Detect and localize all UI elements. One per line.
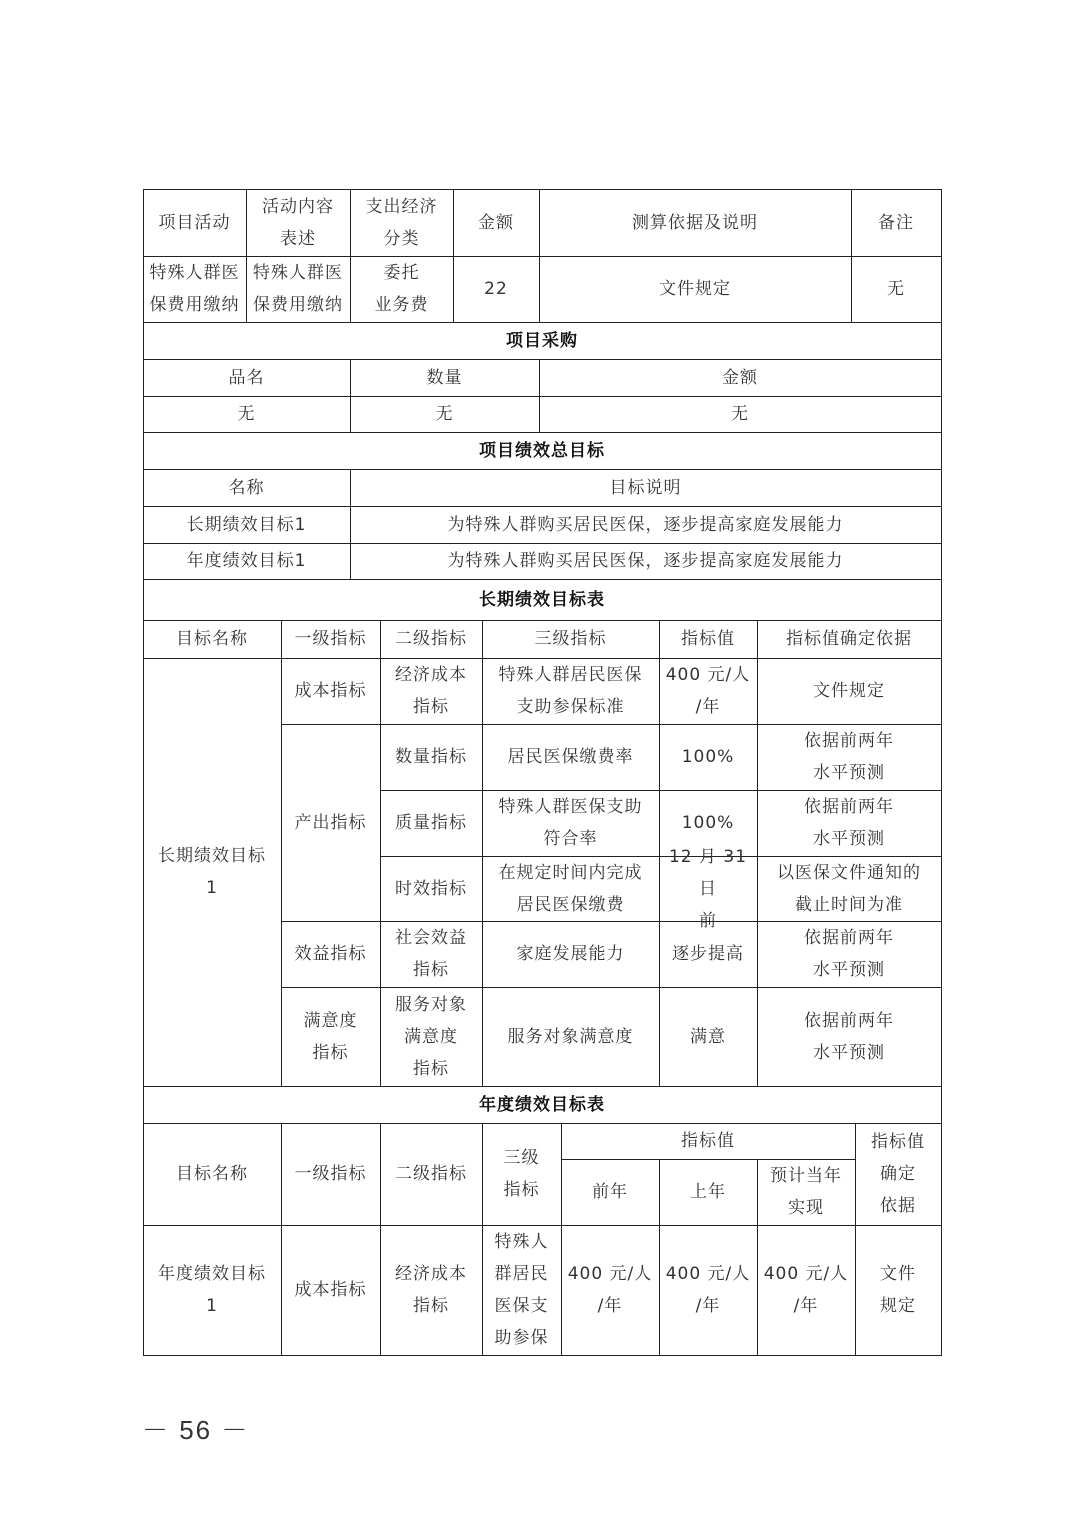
an-expected-cell: 400 元/人 /年: [757, 1225, 856, 1356]
lt-basis-cell: 依据前两年 水平预测: [757, 987, 942, 1087]
lt-header-level3: 三级指标: [482, 620, 660, 659]
an-prev2-cell: 400 元/人 /年: [561, 1225, 660, 1356]
goal-description-cell: 为特殊人群购买居民医保，逐步提高家庭发展能力: [350, 506, 942, 544]
an-basis-cell: 文件 规定: [855, 1225, 942, 1356]
procurement-quantity-cell: 无: [350, 396, 540, 433]
lt-level3-cell: 特殊人群居民医保 支助参保标准: [482, 658, 660, 725]
procurement-header-quantity: 数量: [350, 359, 540, 397]
lt-level1-satisfaction: 满意度 指标: [281, 987, 381, 1087]
expense-class-cell: 委托 业务费: [350, 256, 454, 323]
lt-header-level2: 二级指标: [380, 620, 483, 659]
procurement-header-name: 品名: [143, 359, 351, 397]
header-content: 活动内容 表述: [246, 189, 351, 257]
an-header-level3: 三级 指标: [482, 1123, 562, 1226]
remark-cell: 无: [851, 256, 942, 323]
lt-level3-cell: 特殊人群医保支助 符合率: [482, 790, 660, 857]
an-prev1-cell: 400 元/人 /年: [659, 1225, 758, 1356]
an-header-expected: 预计当年 实现: [757, 1159, 856, 1226]
goals-header-name: 名称: [143, 469, 351, 507]
activity-cell: 特殊人群医 保费用缴纳: [143, 256, 247, 323]
goals-header-description: 目标说明: [350, 469, 942, 507]
an-level3-cell: 特殊人 群居民 医保支 助参保: [482, 1225, 562, 1356]
lt-value-cell: 12 月 31 日 前: [659, 856, 758, 922]
basis-cell: 文件规定: [539, 256, 852, 323]
an-goal-name-cell: 年度绩效目标 1: [143, 1225, 282, 1356]
lt-header-basis: 指标值确定依据: [757, 620, 942, 659]
an-header-goal-name: 目标名称: [143, 1123, 282, 1226]
lt-level3-cell: 家庭发展能力: [482, 921, 660, 988]
an-header-value-group: 指标值: [561, 1123, 856, 1160]
long-term-title: 长期绩效目标表: [143, 579, 942, 621]
lt-level3-cell: 服务对象满意度: [482, 987, 660, 1087]
an-level1-cell: 成本指标: [281, 1225, 381, 1356]
lt-header-goal-name: 目标名称: [143, 620, 282, 659]
lt-level3-cell: 居民医保缴费率: [482, 724, 660, 791]
an-header-basis: 指标值 确定 依据: [855, 1123, 942, 1226]
lt-value-cell: 满意: [659, 987, 758, 1087]
lt-level2-cell: 服务对象 满意度 指标: [380, 987, 483, 1087]
goal-description-cell: 为特殊人群购买居民医保，逐步提高家庭发展能力: [350, 543, 942, 580]
header-activity: 项目活动: [143, 189, 247, 257]
lt-value-cell: 逐步提高: [659, 921, 758, 988]
goal-name-cell: 长期绩效目标1: [143, 506, 351, 544]
lt-basis-cell: 依据前两年 水平预测: [757, 921, 942, 988]
procurement-name-cell: 无: [143, 396, 351, 433]
procurement-header-amount: 金额: [539, 359, 942, 397]
lt-level1-benefit: 效益指标: [281, 921, 381, 988]
lt-level2-cell: 时效指标: [380, 856, 483, 922]
lt-value-cell: 100%: [659, 790, 758, 857]
lt-goal-name-cell: 长期绩效目标 1: [143, 658, 282, 1087]
procurement-title: 项目采购: [143, 322, 942, 360]
lt-basis-cell: 依据前两年 水平预测: [757, 724, 942, 791]
lt-level2-cell: 经济成本 指标: [380, 658, 483, 725]
an-header-level1: 一级指标: [281, 1123, 381, 1226]
header-remark: 备注: [851, 189, 942, 257]
lt-basis-cell: 以医保文件通知的 截止时间为准: [757, 856, 942, 922]
header-amount: 金额: [453, 189, 540, 257]
page-number: － 56 －: [142, 1415, 250, 1445]
an-header-level2: 二级指标: [380, 1123, 483, 1226]
lt-level1-cost: 成本指标: [281, 658, 381, 725]
lt-value-cell: 400 元/人 /年: [659, 658, 758, 725]
header-expense-class: 支出经济 分类: [350, 189, 454, 257]
annual-title: 年度绩效目标表: [143, 1086, 942, 1124]
procurement-amount-cell: 无: [539, 396, 942, 433]
lt-level2-cell: 数量指标: [380, 724, 483, 791]
lt-level2-cell: 社会效益 指标: [380, 921, 483, 988]
lt-value-cell: 100%: [659, 724, 758, 791]
lt-header-level1: 一级指标: [281, 620, 381, 659]
an-level2-cell: 经济成本 指标: [380, 1225, 483, 1356]
content-cell: 特殊人群医 保费用缴纳: [246, 256, 351, 323]
amount-cell: 22: [453, 256, 540, 323]
lt-header-value: 指标值: [659, 620, 758, 659]
lt-level3-cell: 在规定时间内完成 居民医保缴费: [482, 856, 660, 922]
lt-basis-cell: 文件规定: [757, 658, 942, 725]
goal-name-cell: 年度绩效目标1: [143, 543, 351, 580]
lt-level2-cell: 质量指标: [380, 790, 483, 857]
overall-goals-title: 项目绩效总目标: [143, 432, 942, 470]
an-header-prev2: 前年: [561, 1159, 660, 1226]
header-basis: 测算依据及说明: [539, 189, 852, 257]
lt-level1-output: 产出指标: [281, 724, 381, 922]
an-header-prev1: 上年: [659, 1159, 758, 1226]
lt-basis-cell: 依据前两年 水平预测: [757, 790, 942, 857]
